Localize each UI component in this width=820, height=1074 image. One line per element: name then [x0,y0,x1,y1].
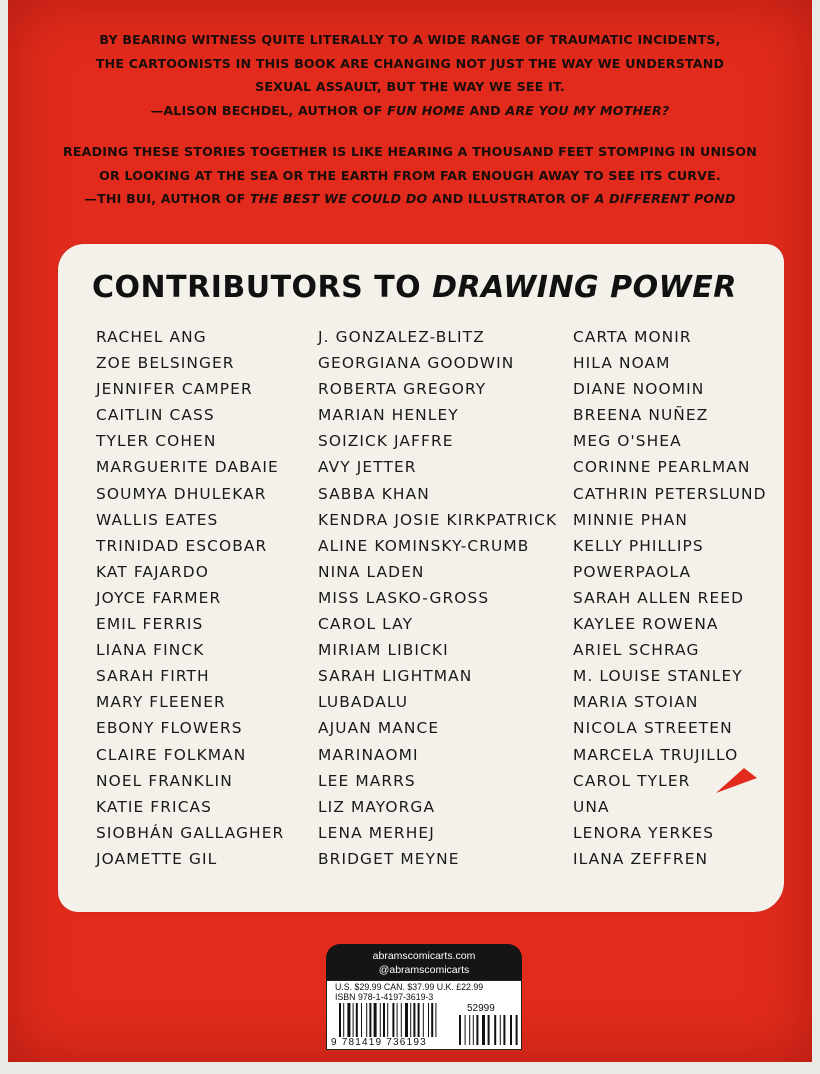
barcode-digits: 9 781419 736193 [331,1037,427,1048]
publisher-handle: @abramscomicarts [378,964,470,976]
quote-bechdel [0,28,820,122]
contributor-name: SOIZICK JAFFRE [318,432,454,451]
contributor-name: BRIDGET MEYNE [318,849,460,868]
contributor-name: MARCELA TRUJILLO [573,745,739,764]
contributor-name: SABBA KHAN [318,484,430,503]
contributor-name: POWERPAOLA [573,562,692,581]
contributor-name: TRINIDAD ESCOBAR [96,536,268,555]
contributor-name: NICOLA STREETEN [573,719,733,738]
barcode-bar [380,1003,381,1037]
contributor-name: CAROL TYLER [573,771,691,790]
contributor-name: ARIEL SCHRAG [573,641,700,660]
contributor-name: RACHEL ANG [96,328,207,346]
contributors-column-3 [573,324,767,872]
barcode-addon: 52999 [467,1003,495,1014]
contributor-name: LUBADALU [318,693,409,712]
contributor-name: AJUAN MANCE [318,719,440,738]
barcode-label [326,980,522,1050]
contributor-name: MISS LASKO-GROSS [318,588,490,607]
quote-line: BY BEARING WITNESS QUITE LITERALLY TO A WIDE RANGE OF TRAUMATIC INCIDENTS, [99,32,721,47]
barcode-addon-bar [482,1015,485,1045]
barcode-addon-bar [488,1015,490,1045]
attribution-mid: AND ILLUSTRATOR OF [427,191,595,206]
barcode-bar [435,1003,436,1037]
contributor-name: SARAH LIGHTMAN [318,667,473,686]
barcode-bar [397,1003,398,1037]
barcode-addon-bar [473,1015,474,1045]
barcode-bar [405,1003,408,1037]
publisher-website: abramscomicarts.com [372,950,476,962]
barcode-bar [383,1003,385,1037]
barcode-bar [374,1003,377,1037]
barcode-bar [418,1003,420,1037]
quote-line: OR LOOKING AT THE SEA OR THE EARTH FROM FAR ENOUGH AWAY TO SEE ITS CURVE. [99,167,721,183]
contributor-name: SARAH FIRTH [96,667,210,686]
contributor-name: GEORGIANA GOODWIN [318,354,515,373]
contributor-name: KAT FAJARDO [96,562,209,581]
contributor-name: KELLY PHILLIPS [573,536,704,555]
quote-attribution [0,187,820,211]
contributor-name: SIOBHÁN GALLAGHER [96,823,285,842]
contributor-name: LEE MARRS [318,771,416,790]
contributor-name: SOUMYA DHULEKAR [96,484,267,503]
barcode-bar [356,1003,358,1037]
contributors-column-2 [318,324,557,872]
contributor-name: M. LOUISE STANLEY [573,667,743,686]
contributor-name: ALINE KOMINSKY-CRUMB [318,536,530,555]
attribution-mid: AND [464,102,506,118]
contributor-name: EMIL FERRIS [96,615,204,634]
attribution-prefix: —ALISON BECHDEL, AUTHOR OF [150,102,388,118]
contributor-name: KATIE FRICAS [96,797,213,816]
contributor-name: BREENA NUÑEZ [573,406,709,425]
contributor-name: LENORA YERKES [573,823,715,842]
contributor-name: EBONY FLOWERS [96,719,243,738]
contributor-name: LENA MERHEJ [318,823,435,842]
quote-bui [0,140,820,211]
contributor-name: MIRIAM LIBICKI [318,641,449,660]
contributor-name: HILA NOAM [573,354,671,373]
contributor-name: MARIAN HENLEY [318,406,459,425]
attribution-title: THE BEST WE COULD DO [249,191,428,206]
contributor-name: NINA LADEN [318,562,425,581]
barcode-bar [369,1003,371,1037]
contributor-name: LIANA FINCK [96,641,205,660]
contributor-name: DIANE NOOMIN [573,380,705,399]
contributor-name: MARGUERITE DABAIE [96,458,279,477]
barcode-bar [347,1003,350,1037]
contributor-name: CARTA MONIR [573,328,692,346]
barcode-bar [401,1003,402,1037]
barcode-bar [361,1003,362,1037]
barcode-bar [423,1003,424,1037]
contributor-name: KENDRA JOSIE KIRKPATRICK [318,510,558,529]
contributor-name: J. GONZALEZ-BLITZ [318,328,485,346]
contributor-name: CORINNE PEARLMAN [573,458,751,477]
barcode-addon-bar [465,1015,466,1045]
barcode-addon-bar [469,1015,470,1045]
contributors-column-1 [96,324,284,872]
barcode-addon-bar [503,1015,505,1045]
contributor-name: SARAH ALLEN REED [573,588,745,607]
contributor-name: JENNIFER CAMPER [96,380,253,399]
contributor-name: ZOE BELSINGER [96,354,235,373]
contributor-name: JOYCE FARMER [96,588,222,607]
contributor-name: CLAIRE FOLKMAN [96,745,247,764]
contributor-name: UNA [573,797,610,816]
barcode-addon-bar [510,1015,512,1045]
attribution-title: ARE YOU MY MOTHER? [505,102,670,118]
contributor-name: MINNIE PHAN [573,510,688,529]
barcode-bar [413,1003,415,1037]
barcode-addon-bar [516,1015,518,1045]
attribution-title: A DIFFERENT POND [594,191,736,206]
contributor-name: ROBERTA GREGORY [318,380,487,399]
attribution-title: FUN HOME [387,102,465,118]
publisher-sticker [326,944,522,980]
contributor-name: MEG O'SHEA [573,432,682,451]
contributor-name: TYLER COHEN [96,432,217,451]
contributor-name: LIZ MAYORGA [318,797,436,816]
attribution-prefix: —THI BUI, AUTHOR OF [84,191,250,206]
barcode-bar [392,1003,394,1037]
contributor-name: WALLIS EATES [96,510,219,529]
barcode-bar [410,1003,411,1037]
barcode-bar [431,1003,433,1037]
quote-line: SEXUAL ASSAULT, BUT THE WAY WE SEE IT. [255,79,565,94]
heading-prefix: CONTRIBUTORS TO [92,270,433,305]
contributor-name: CAITLIN CASS [96,406,215,425]
contributors-heading [92,270,772,305]
contributor-name: MARY FLEENER [96,693,226,712]
heading-title: DRAWING POWER [432,270,737,305]
barcode-bar [353,1003,354,1037]
barcode-bar [428,1003,429,1037]
contributor-name: MARIA STOIAN [573,693,699,712]
isbn-line: ISBN 978-1-4197-3619-3 [335,992,434,1002]
barcode-bar [343,1003,344,1037]
barcode-bar [339,1003,341,1037]
contributor-name: MARINAOMI [318,745,419,764]
barcode-addon-bar [500,1015,501,1045]
barcode-addon-bar [476,1015,478,1045]
quote-attribution [0,99,820,123]
barcode-bar [387,1003,388,1037]
contributor-name: KAYLEE ROWENA [573,615,719,634]
contributor-name: ILANA ZEFFREN [573,849,709,868]
barcode-addon-bar [459,1015,461,1045]
contributor-name: AVY JETTER [318,458,417,477]
barcode-addon-bar [494,1015,496,1045]
barcode-bar [366,1003,367,1037]
quote-line: READING THESE STORIES TOGETHER IS LIKE HEARING A THOUSAND FEET STOMPING IN UNISON [62,144,758,159]
quote-line: THE CARTOONISTS IN THIS BOOK ARE CHANGING NOT JUST THE WAY WE UNDERSTAND [95,55,725,71]
contributor-name: CATHRIN PETERSLUND [573,484,767,503]
contributor-name: NOEL FRANKLIN [96,771,233,790]
contributor-name: CAROL LAY [318,615,414,634]
contributor-name: JOAMETTE GIL [96,849,218,868]
price-line: U.S. $29.99 CAN. $37.99 U.K. £22.99 [335,982,484,992]
